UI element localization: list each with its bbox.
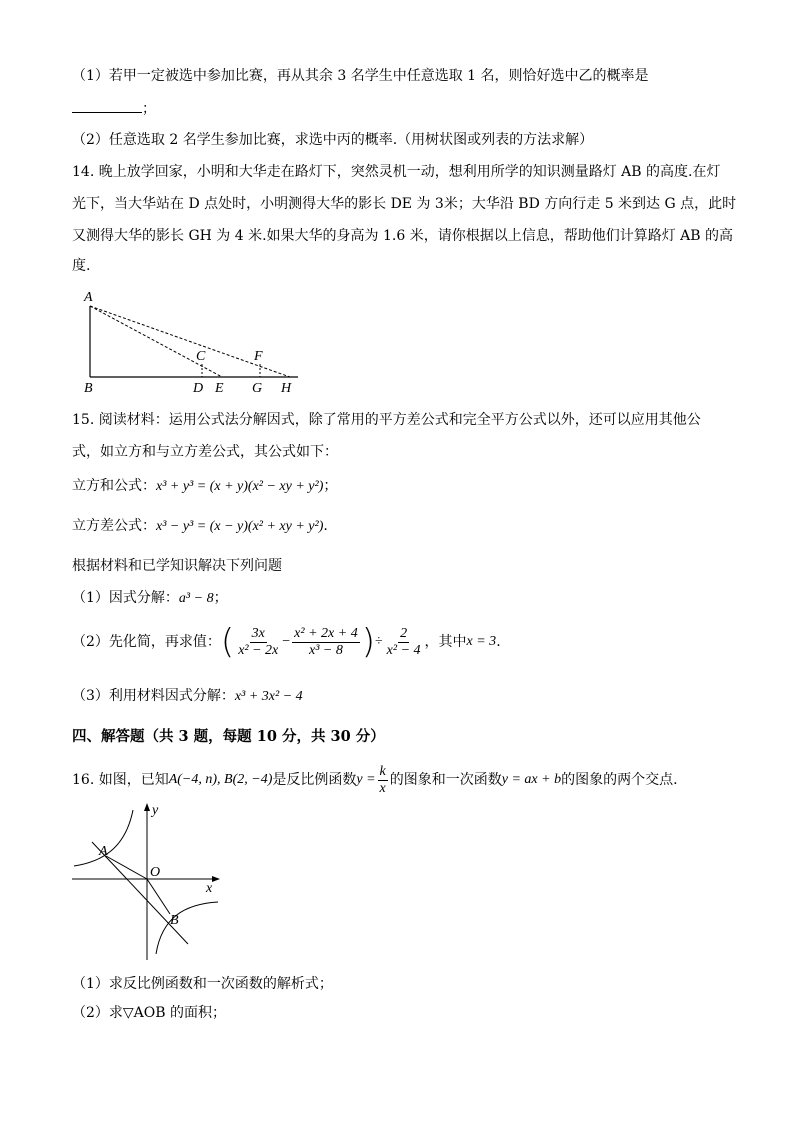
label-y: y	[152, 803, 159, 818]
fraction-2: $\frac{\text{x² + 2x + 4}}{\text{x³ − 8}}$	[294, 625, 358, 658]
label-C: C	[196, 349, 206, 364]
q13-part1: （1）若甲一定被选中参加比赛，再从其余 3 名学生中任意选取 1 名，则恰好选中乙的概率是	[72, 68, 649, 84]
q15-line2: 式，如立方和与立方差公式，其公式如下：	[72, 444, 338, 460]
q15-line1: 15. 阅读材料：运用公式法分解因式，除了常用的平方差公式和完全平方公式以外，还可以应用其他公	[72, 412, 701, 428]
q16-function-graph	[70, 802, 230, 962]
q15-instruction: 根据材料和已学知识解决下列问题	[72, 558, 282, 574]
label-B: B	[170, 913, 179, 928]
label-D: D	[193, 381, 204, 394]
label-E: E	[215, 381, 224, 394]
section-heading: 四、解答题（共 3 题，每题 10 分，共 30 分）	[72, 728, 385, 745]
q15-diff-formula: 立方差公式：x³ − y³ = (x − y)(x² + xy + y²).	[72, 518, 328, 534]
q14-line2: 光下，当大华站在 D 点处时，小明测得大华的影长 DE 为 3米；大华沿 BD 方向行走 5 米到达 G 点，此时	[72, 196, 737, 212]
label-H: H	[281, 381, 292, 394]
fraction-3: $\frac{2}{\text{x² − 4}}$	[386, 625, 421, 658]
label-O: O	[150, 865, 161, 880]
q13-part2: （2）任意选取 2 名学生参加比赛，求选中丙的概率.（用树状图或列表的方法求解）	[72, 132, 594, 148]
q15-part3: （3）利用材料因式分解：x³ + 3x² − 4	[72, 688, 303, 704]
q14-streetlight-figure	[80, 284, 310, 394]
q13-answer-line: ；	[72, 98, 156, 119]
fraction-k-over-x: $\frac{k}{x}$	[379, 763, 386, 796]
q15-part1: （1）因式分解：a³ − 8；	[72, 590, 228, 606]
q14-line3: 又测得大华的影长 GH 为 4 米.如果大华的身高为 1.6 米，请你根据以上信息，帮助他们计算路灯 AB 的高	[72, 228, 734, 244]
q15-sum-formula: 立方和公式：x³ + y³ = (x + y)(x² − xy + y²)；	[72, 478, 338, 494]
q16-part1: （1）求反比例函数和一次函数的解析式；	[72, 976, 333, 992]
q15-part2: （2）先化简，再求值：( $\frac{3x}{\text{x² − 2x}}$ − $\frac{\text{x² + 2x + 4}}{\text{x³ − 8}}$ )÷ $\frac{2}{\text{x² − 4}}$ ，其中x = 3.	[72, 622, 501, 662]
label-x: x	[206, 881, 213, 896]
q16-part2: （2）求▽AOB 的面积；	[72, 1005, 226, 1021]
label-A: A	[99, 844, 108, 859]
q14-line1: 14. 晚上放学回家，小明和大华走在路灯下，突然灵机一动，想利用所学的知识测量路灯 AB 的高度.在灯	[72, 164, 721, 180]
answer-blank	[72, 98, 142, 113]
label-F: F	[254, 349, 263, 364]
q14-line4: 度.	[72, 258, 91, 274]
label-G: G	[252, 381, 263, 394]
label-B: B	[84, 381, 93, 394]
label-A: A	[84, 290, 93, 305]
q16-stem: 16. 如图，已知A(−4, n), B(2, −4)是反比例函数y = $\frac{k}{x}$ 的图象和一次函数y = ax + b的图象的两个交点.	[72, 763, 678, 796]
fraction-1: $\frac{3x}{\text{x² − 2x}}$	[238, 625, 279, 658]
